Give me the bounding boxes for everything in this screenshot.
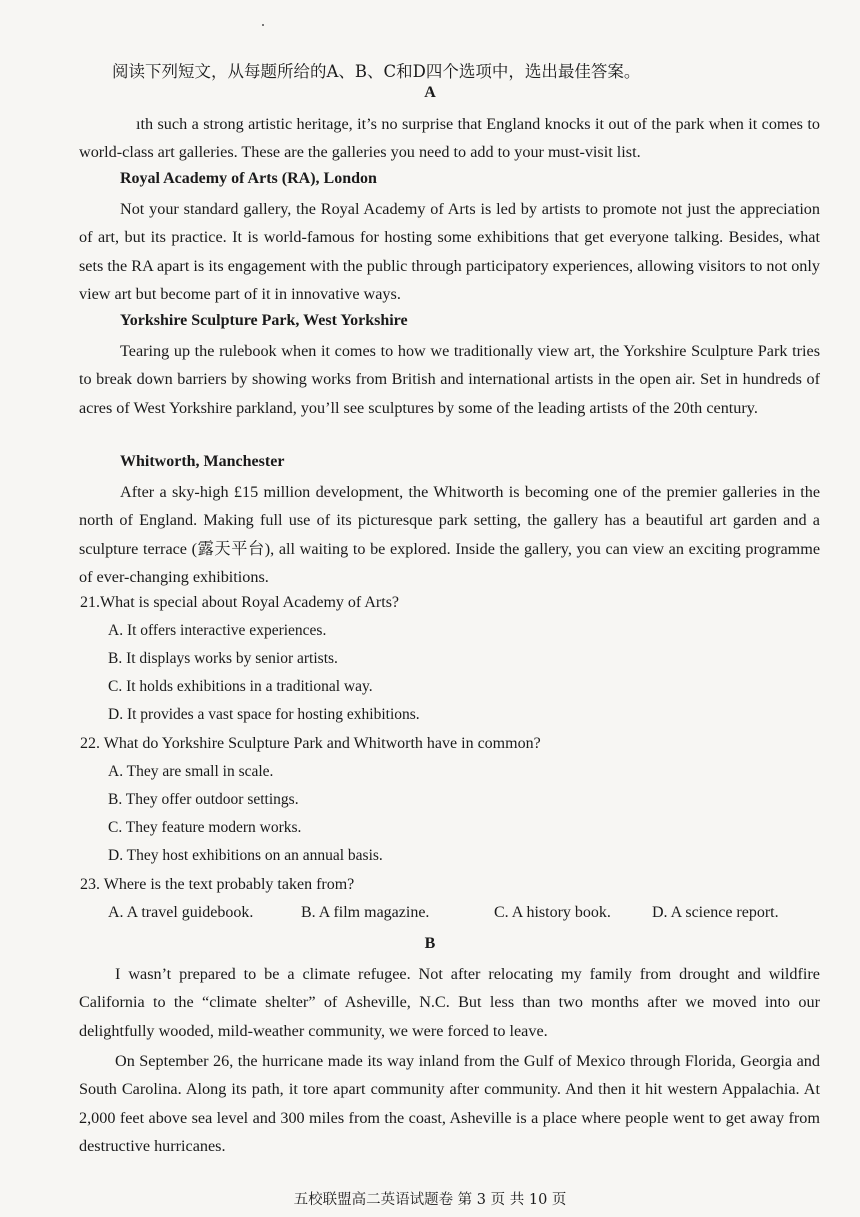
question-23-option-a: A. A travel guidebook. — [108, 904, 254, 921]
section-a-intro: ıth such a strong artistic heritage, it’s no surprise that England knocks it out of the park when it comes to world-class art galleries. These are the galleries you need to add to your must-visit list. — [79, 115, 820, 162]
scan-mark — [262, 24, 264, 26]
question-22: 22. What do Yorkshire Sculpture Park and Whitworth have in common? — [80, 735, 541, 752]
question-21-option-d: D. It provides a vast space for hosting exhibitions. — [108, 706, 420, 723]
question-22-option-a: A. They are small in scale. — [108, 763, 274, 780]
section-b-label: B — [424, 935, 436, 952]
section-b-paragraph-2: On September 26, the hurricane made its way inland from the Gulf of Mexico through Florida, Georgia and South Carolina. Along its path, it tore apart community after community. And then it hit western Appalachia. At 2,000 feet above sea level and 300 miles from the coast, Asheville is a place where people went to get away from destructive hurricanes. — [79, 1052, 820, 1155]
gallery-heading-yorkshire: Yorkshire Sculpture Park, West Yorkshire — [120, 312, 408, 329]
question-22-option-c: C. They feature modern works. — [108, 819, 302, 836]
section-a-label: A — [424, 84, 436, 101]
question-23-options — [108, 904, 828, 926]
question-23: 23. Where is the text probably taken from? — [80, 876, 355, 893]
section-b-paragraph-1: I wasn’t prepared to be a climate refugee. Not after relocating my family from drought and wildfire California to the “climate shelter” of Asheville, N.C. But less than two months after we moved into our delightfully wooded, mild-weather community, we were forced to leave. — [79, 965, 820, 1040]
question-21-option-c: C. It holds exhibitions in a traditional way. — [108, 678, 373, 695]
question-23-option-d: D. A science report. — [652, 904, 779, 921]
question-23-option-c: C. A history book. — [494, 904, 611, 921]
gallery-heading-whitworth: Whitworth, Manchester — [120, 453, 285, 470]
instruction-line: 阅读下列短文，从每题所给的A、B、C和D四个选项中，选出最佳答案。 — [112, 62, 641, 81]
question-22-option-b: B. They offer outdoor settings. — [108, 791, 299, 808]
question-22-option-d: D. They host exhibitions on an annual basis. — [108, 847, 383, 864]
question-23-option-b: B. A film magazine. — [301, 904, 430, 921]
gallery-text-ra: Not your standard gallery, the Royal Academy of Arts is led by artists to promote not just the appreciation of art, but its practice. It is world-famous for hosting some exhibitions that get everyone talking. Besides, what sets the RA apart is its engagement with the public through participatory experiences, allowing visitors to not only view art but become part of it in innovative ways. — [79, 200, 820, 303]
question-21-option-b: B. It displays works by senior artists. — [108, 650, 338, 667]
gallery-text-whitworth: After a sky-high £15 million development, the Whitworth is becoming one of the premier galleries in the north of England. Making full use of its picturesque park setting, the gallery has a beautiful art garden and a sculpture terrace (露天平台), all waiting to be explored. Inside the gallery, you can view an exciting programme of ever-changing exhibitions. — [79, 483, 820, 586]
page-footer: 五校联盟高二英语试题卷 第 3 页 共 10 页 — [293, 1192, 567, 1208]
question-21: 21.What is special about Royal Academy of Arts? — [80, 594, 400, 611]
question-21-option-a: A. It offers interactive experiences. — [108, 622, 327, 639]
gallery-text-yorkshire: Tearing up the rulebook when it comes to how we traditionally view art, the Yorkshire Sculpture Park tries to break down barriers by showing works from British and international artists in the open air. Set in hundreds of acres of West Yorkshire parkland, you’ll see sculptures by some of the leading artists of the 20th century. — [79, 342, 820, 417]
gallery-heading-ra: Royal Academy of Arts (RA), London — [120, 170, 377, 187]
